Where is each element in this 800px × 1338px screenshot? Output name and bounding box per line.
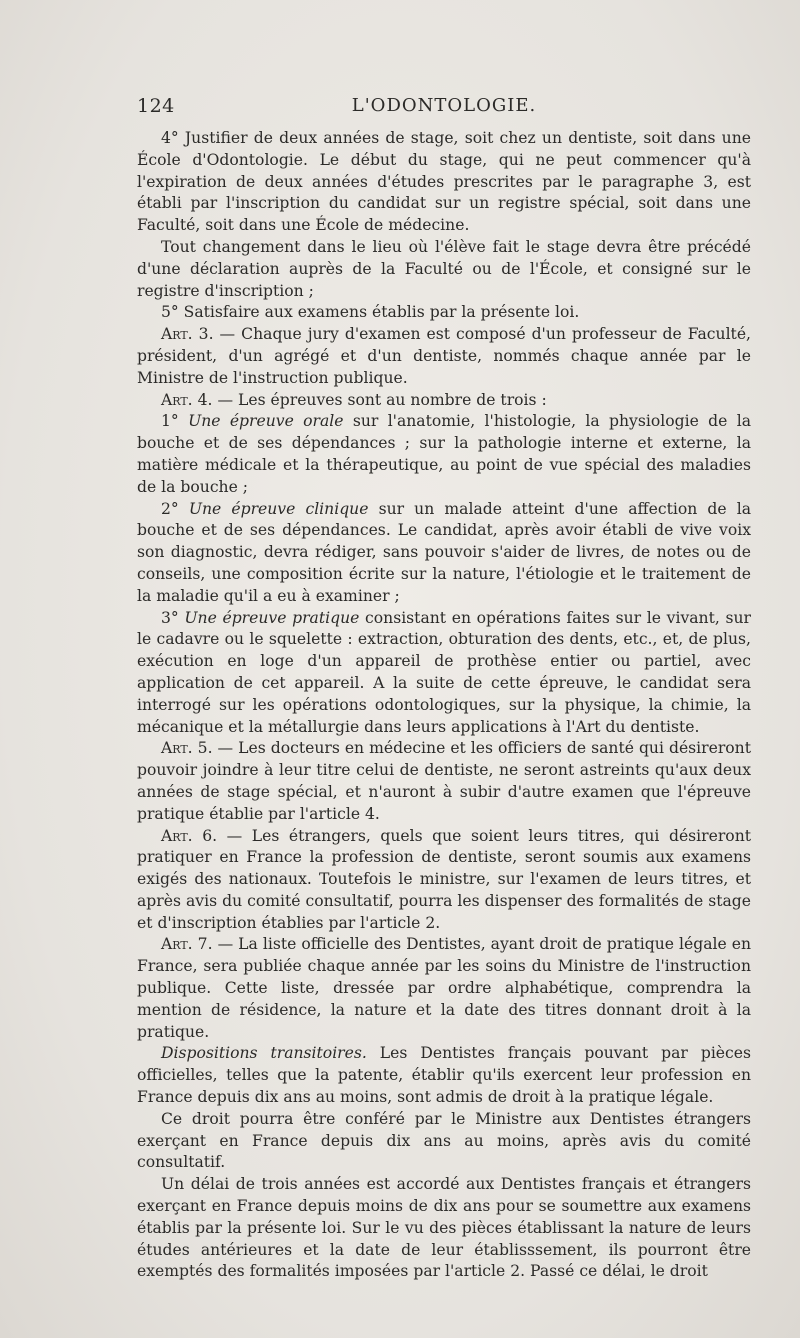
paragraph: 5° Satisfaire aux examens établis par la présente loi. xyxy=(161,303,580,322)
emphasis: Dispositions transitoires. xyxy=(161,1044,367,1063)
running-title: L'ODONTOLOGIE. xyxy=(351,95,537,116)
article-4-paragraph: Art. 4. — Les épreuves sont au nombre de trois : xyxy=(161,390,547,409)
body-text xyxy=(137,128,751,1283)
article-heading: Art. 4. xyxy=(161,390,213,409)
article-3-paragraph: Art. 3. — Chaque jury d'examen est composé d'un professeur de Faculté, président, d'un agrégé et d'un dentiste, nommés chaque année par le Ministre de l'instruction publique. xyxy=(137,325,752,387)
paragraph: 2° Une épreuve clinique sur un malade atteint d'une affection de la bouche et de ses dépendances. Le candidat, après avoir établi de vive voix son diagnostic, devra rédiger, sans pouvoir s'aider de livres, de notes ou de conseils, une composition écrite sur la nature, l'étiologie et le traitement de la maladie qu'il a eu à examiner ; xyxy=(137,499,751,605)
article-6-paragraph: Art. 6. — Les étrangers, quels que soient leurs titres, qui désireront pratiquer en France la profession de dentiste, seront soumis aux examens exigés des nationaux. Toutefois le ministre, sur l'examen de leurs titres, et après avis du comité consultatif, pourra les dispenser des formalités de stage et d'inscription établies par l'article 2. xyxy=(137,826,751,932)
emphasis: Une épreuve clinique xyxy=(188,499,369,518)
article-heading: Art. 3. xyxy=(161,325,214,344)
article-heading: Art. 5. xyxy=(161,739,213,758)
paragraph: Ce droit pourra être conféré par le Ministre aux Dentistes étrangers exerçant en France depuis dix ans au moins, après avis du comité consultatif. xyxy=(137,1109,751,1172)
paragraph: 3° Une épreuve pratique consistant en opérations faites sur le vivant, sur le cadavre ou le squelette : extraction, obturation des dents, etc., et, de plus, exécution en loge d'un appareil de prothèse entier ou partiel, avec application de cet appareil. A la suite de cette épreuve, le candidat sera interrogé sur les opérations odontologiques, sur la physique, la chimie, la mécanique et la métallurgie dans leurs applications à l'Art du dentiste. xyxy=(137,608,751,736)
emphasis: Une épreuve orale xyxy=(188,412,344,431)
page-header xyxy=(137,95,751,119)
page-number: 124 xyxy=(137,95,175,117)
paragraph: 1° Une épreuve orale sur l'anatomie, l'histologie, la physiologie de la bouche et de ses dépendances ; sur la pathologie interne et externe, la matière médicale et la thérapeutique, au point de vue spécial des maladies de la bouche ; xyxy=(137,412,751,496)
paragraph: Un délai de trois années est accordé aux Dentistes français et étrangers exerçant en France depuis moins de dix ans pour se soumettre aux examens établis par la présente loi. Sur le vu des pièces établissant la nature de leurs études antérieures et la date de leur établisssement, ils pourront être exemptés des formalités imposées par l'article 2. Passé ce délai, le droit xyxy=(137,1175,751,1281)
article-heading: Art. 6. xyxy=(161,826,218,845)
transitional-paragraph: Dispositions transitoires. Les Dentistes français pouvant par pièces officielles, telles que la patente, établir qu'ils exercent leur profession en France depuis dix ans au moins, sont admis de droit à la pratique légale. xyxy=(137,1044,751,1107)
paragraph: Tout changement dans le lieu où l'élève fait le stage devra être précédé d'une déclaration auprès de la Faculté ou de l'École, et consigné sur le registre d'inscription ; xyxy=(137,237,751,300)
paragraph: 4° Justifier de deux années de stage, soit chez un dentiste, soit dans une École d'Odontologie. Le début du stage, qui ne peut commencer qu'à l'expiration de deux années d'études prescrites par le paragraphe 3, est établi par l'inscription du candidat sur un registre spécial, soit dans une Faculté, soit dans une École de médecine. xyxy=(137,129,751,235)
emphasis: Une épreuve pratique xyxy=(184,608,360,627)
article-5-paragraph: Art. 5. — Les docteurs en médecine et les officiers de santé qui désireront pouvoir joindre à leur titre celui de dentiste, ne seront astreints qu'aux deux années de stage spécial, et n'auront à subir d'autre examen que l'épreuve pratique établie par l'article 4. xyxy=(137,739,751,823)
article-7-paragraph: Art. 7. — La liste officielle des Dentistes, ayant droit de pratique légale en France, sera publiée chaque année par les soins du Ministre de l'instruction publique. Cette liste, dressée par ordre alphabétique, comprendra la mention de résidence, la nature et la date des titres donnant droit à la pratique. xyxy=(137,935,751,1041)
article-heading: Art. 7. xyxy=(161,935,213,954)
